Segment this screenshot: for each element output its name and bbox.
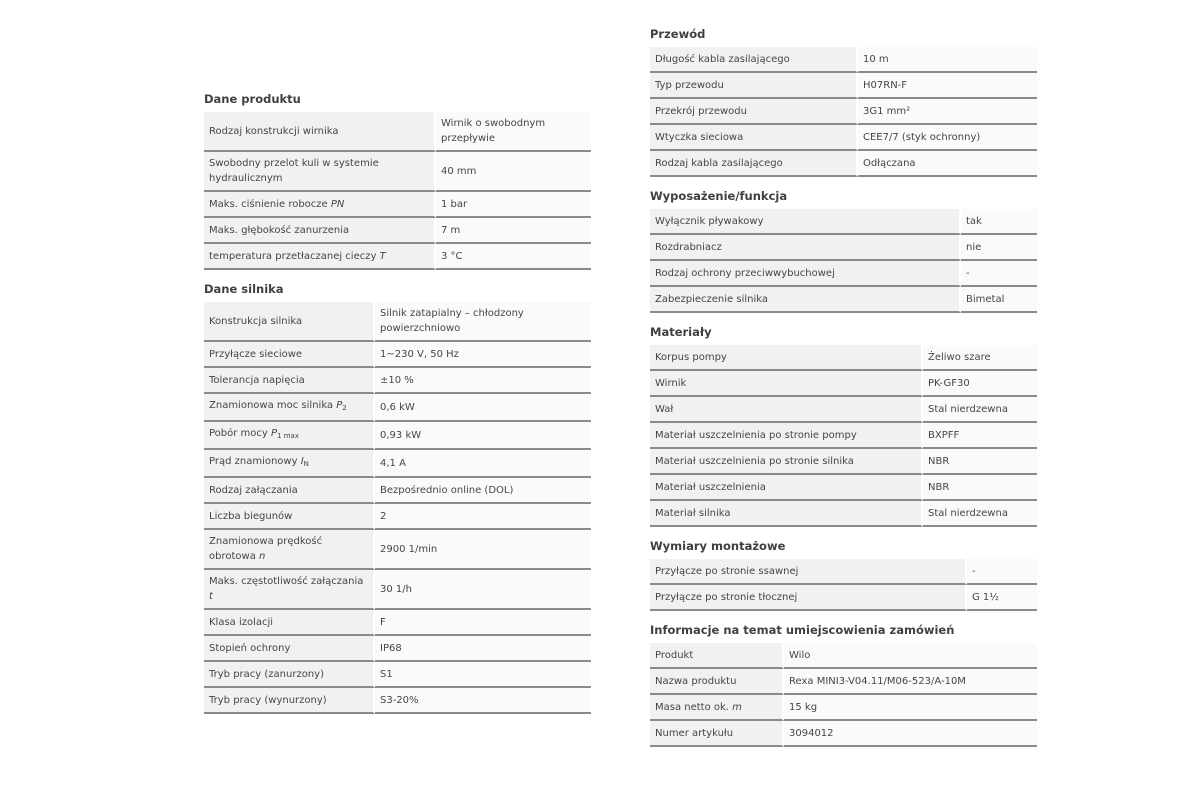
row-key: Tryb pracy (zanurzony) xyxy=(204,662,375,688)
table-informacje xyxy=(650,643,1037,747)
row-key: Swobodny przelot kuli w systemie hydraulicznym xyxy=(204,152,436,192)
row-key: Nazwa produktu xyxy=(650,669,784,695)
row-value: 2 xyxy=(375,504,591,530)
row-value: Żeliwo szare xyxy=(923,345,1037,371)
row-key-text: Znamionowa moc silnika xyxy=(209,400,337,411)
table-wyposazenie xyxy=(650,209,1037,313)
row-key: Rodzaj ochrony przeciwwybuchowej xyxy=(650,261,961,287)
row-key-subscript: 1 max xyxy=(277,432,299,440)
row-key-text: Znamionowa prędkość obrotowa xyxy=(209,536,323,562)
row-value: BXPFF xyxy=(923,423,1037,449)
row-value: Wirnik o swobodnym przepływie xyxy=(436,112,591,152)
row-key-symbol: m xyxy=(732,701,742,713)
row-key-symbol: P xyxy=(336,400,343,411)
row-value: S3-20% xyxy=(375,688,591,714)
row-value: Bimetal xyxy=(961,287,1037,313)
row-key: Przyłącze sieciowe xyxy=(204,342,375,368)
row-value: IP68 xyxy=(375,636,591,662)
row-value: G 1½ xyxy=(967,585,1037,611)
table-row xyxy=(650,371,1037,397)
section-title-informacje: Informacje na temat umiejscowienia zamówień xyxy=(650,623,955,637)
row-value: 0,6 kW xyxy=(375,394,591,422)
row-value: nie xyxy=(961,235,1037,261)
row-value: 3G1 mm² xyxy=(858,99,1037,125)
row-key-text: temperatura przetłaczanej cieczy xyxy=(209,250,380,262)
row-value: 15 kg xyxy=(784,695,1037,721)
table-dane-silnika xyxy=(204,302,591,714)
row-key-text: Masa netto ok. xyxy=(655,701,733,713)
table-materialy xyxy=(650,345,1037,527)
row-value: 2900 1/min xyxy=(375,530,591,570)
row-key xyxy=(650,695,784,721)
row-value: ±10 % xyxy=(375,368,591,394)
section-title-dane-silnika: Dane silnika xyxy=(204,282,284,296)
row-key: Rozdrabniacz xyxy=(650,235,961,261)
row-key: Typ przewodu xyxy=(650,73,858,99)
row-key: Rodzaj kabla zasilającego xyxy=(650,151,858,177)
row-value: Silnik zatapialny – chłodzony powierzchniowo xyxy=(375,302,591,342)
row-value: 30 1/h xyxy=(375,570,591,610)
table-row xyxy=(650,643,1037,669)
table-row xyxy=(204,422,591,450)
table-row xyxy=(204,192,591,218)
row-value: 10 m xyxy=(858,47,1037,73)
row-value: NBR xyxy=(923,449,1037,475)
row-key: Klasa izolacji xyxy=(204,610,375,636)
row-key: Wtyczka sieciowa xyxy=(650,125,858,151)
section-title-materialy: Materiały xyxy=(650,325,712,339)
row-key: Konstrukcja silnika xyxy=(204,302,375,342)
table-row xyxy=(650,585,1037,611)
row-key: Wirnik xyxy=(650,371,923,397)
section-title-wyposazenie: Wyposażenie/funkcja xyxy=(650,189,788,203)
table-row xyxy=(650,475,1037,501)
table-row xyxy=(204,112,591,152)
row-key-symbol: n xyxy=(259,551,266,562)
row-key-text: Maks. częstotliwość załączania xyxy=(209,576,364,587)
table-row xyxy=(650,423,1037,449)
row-value: CEE7/7 (styk ochronny) xyxy=(858,125,1037,151)
left-column xyxy=(204,92,591,726)
row-key: Długość kabla zasilającego xyxy=(650,47,858,73)
table-row xyxy=(650,345,1037,371)
table-row xyxy=(204,570,591,610)
row-key: Stopień ochrony xyxy=(204,636,375,662)
row-key: Numer artykułu xyxy=(650,721,784,747)
row-key: Rodzaj konstrukcji wirnika xyxy=(204,112,436,152)
row-key-symbol: PN xyxy=(330,198,345,210)
table-row xyxy=(650,287,1037,313)
row-value: Stal nierdzewna xyxy=(923,501,1037,527)
row-value: Wilo xyxy=(784,643,1037,669)
row-key: Tryb pracy (wynurzony) xyxy=(204,688,375,714)
row-value: Odłączana xyxy=(858,151,1037,177)
table-row xyxy=(204,342,591,368)
row-key: Tolerancja napięcia xyxy=(204,368,375,394)
row-key-text: Pobór mocy xyxy=(209,428,272,439)
row-value: tak xyxy=(961,209,1037,235)
table-przewod xyxy=(650,47,1037,177)
row-key: Maks. głębokość zanurzenia xyxy=(204,218,436,244)
table-row xyxy=(204,244,591,270)
row-key xyxy=(204,570,375,610)
row-key xyxy=(204,394,375,422)
row-key: Przyłącze po stronie ssawnej xyxy=(650,559,967,585)
table-row xyxy=(650,47,1037,73)
row-key: Zabezpieczenie silnika xyxy=(650,287,961,313)
row-key: Rodzaj załączania xyxy=(204,478,375,504)
table-row xyxy=(204,662,591,688)
row-value: - xyxy=(961,261,1037,287)
table-row xyxy=(650,99,1037,125)
table-row xyxy=(650,449,1037,475)
row-value: Stal nierdzewna xyxy=(923,397,1037,423)
row-key-subscript: 2 xyxy=(342,404,347,412)
table-row xyxy=(650,559,1037,585)
table-row xyxy=(204,368,591,394)
row-value: NBR xyxy=(923,475,1037,501)
row-value: 4,1 A xyxy=(375,450,591,478)
right-column xyxy=(650,27,1037,759)
row-value: PK-GF30 xyxy=(923,371,1037,397)
table-row xyxy=(650,501,1037,527)
row-key: Przyłącze po stronie tłocznej xyxy=(650,585,967,611)
section-title-dane-produktu: Dane produktu xyxy=(204,92,301,106)
table-row xyxy=(204,218,591,244)
table-row xyxy=(650,261,1037,287)
row-value: - xyxy=(967,559,1037,585)
row-key-subscript: N xyxy=(303,460,309,468)
row-key xyxy=(204,530,375,570)
row-key: Materiał silnika xyxy=(650,501,923,527)
row-key: Materiał uszczelnienia po stronie pompy xyxy=(650,423,923,449)
row-key: Wał xyxy=(650,397,923,423)
row-key: Przekrój przewodu xyxy=(650,99,858,125)
row-value: 40 mm xyxy=(436,152,591,192)
row-value: Rexa MINI3-V04.11/M06-523/A-10M xyxy=(784,669,1037,695)
table-row xyxy=(650,73,1037,99)
table-row xyxy=(650,695,1037,721)
section-title-przewod: Przewód xyxy=(650,27,706,41)
table-row xyxy=(204,450,591,478)
section-title-wymiary: Wymiary montażowe xyxy=(650,539,786,553)
table-row xyxy=(650,125,1037,151)
row-key: Wyłącznik pływakowy xyxy=(650,209,961,235)
row-value: 3094012 xyxy=(784,721,1037,747)
table-row xyxy=(204,610,591,636)
table-row xyxy=(650,669,1037,695)
row-key: Liczba biegunów xyxy=(204,504,375,530)
table-row xyxy=(650,151,1037,177)
table-row xyxy=(204,530,591,570)
table-row xyxy=(204,152,591,192)
row-key xyxy=(204,450,375,478)
row-value: F xyxy=(375,610,591,636)
table-wymiary xyxy=(650,559,1037,611)
row-value: H07RN-F xyxy=(858,73,1037,99)
row-value: Bezpośrednio online (DOL) xyxy=(375,478,591,504)
row-key-text: Prąd znamionowy xyxy=(209,456,301,467)
table-row xyxy=(204,394,591,422)
row-value: 3 °C xyxy=(436,244,591,270)
table-row xyxy=(204,302,591,342)
table-dane-produktu xyxy=(204,112,591,270)
row-key: Produkt xyxy=(650,643,784,669)
table-row xyxy=(204,688,591,714)
row-value: 0,93 kW xyxy=(375,422,591,450)
row-value: 1~230 V, 50 Hz xyxy=(375,342,591,368)
row-key xyxy=(204,422,375,450)
table-row xyxy=(650,721,1037,747)
row-key: Materiał uszczelnienia xyxy=(650,475,923,501)
table-row xyxy=(650,235,1037,261)
table-row xyxy=(204,504,591,530)
row-key xyxy=(204,244,436,270)
row-value: S1 xyxy=(375,662,591,688)
row-key-symbol: T xyxy=(379,250,386,262)
row-key-symbol: I xyxy=(300,456,304,467)
table-row xyxy=(650,209,1037,235)
row-key: Materiał uszczelnienia po stronie silnika xyxy=(650,449,923,475)
table-row xyxy=(204,636,591,662)
row-value: 7 m xyxy=(436,218,591,244)
row-key: Korpus pompy xyxy=(650,345,923,371)
table-row xyxy=(204,478,591,504)
row-key xyxy=(204,192,436,218)
row-value: 1 bar xyxy=(436,192,591,218)
table-row xyxy=(650,397,1037,423)
row-key-text: Maks. ciśnienie robocze xyxy=(209,198,331,210)
row-key-symbol: P xyxy=(271,428,278,439)
row-key-symbol: t xyxy=(209,591,213,602)
